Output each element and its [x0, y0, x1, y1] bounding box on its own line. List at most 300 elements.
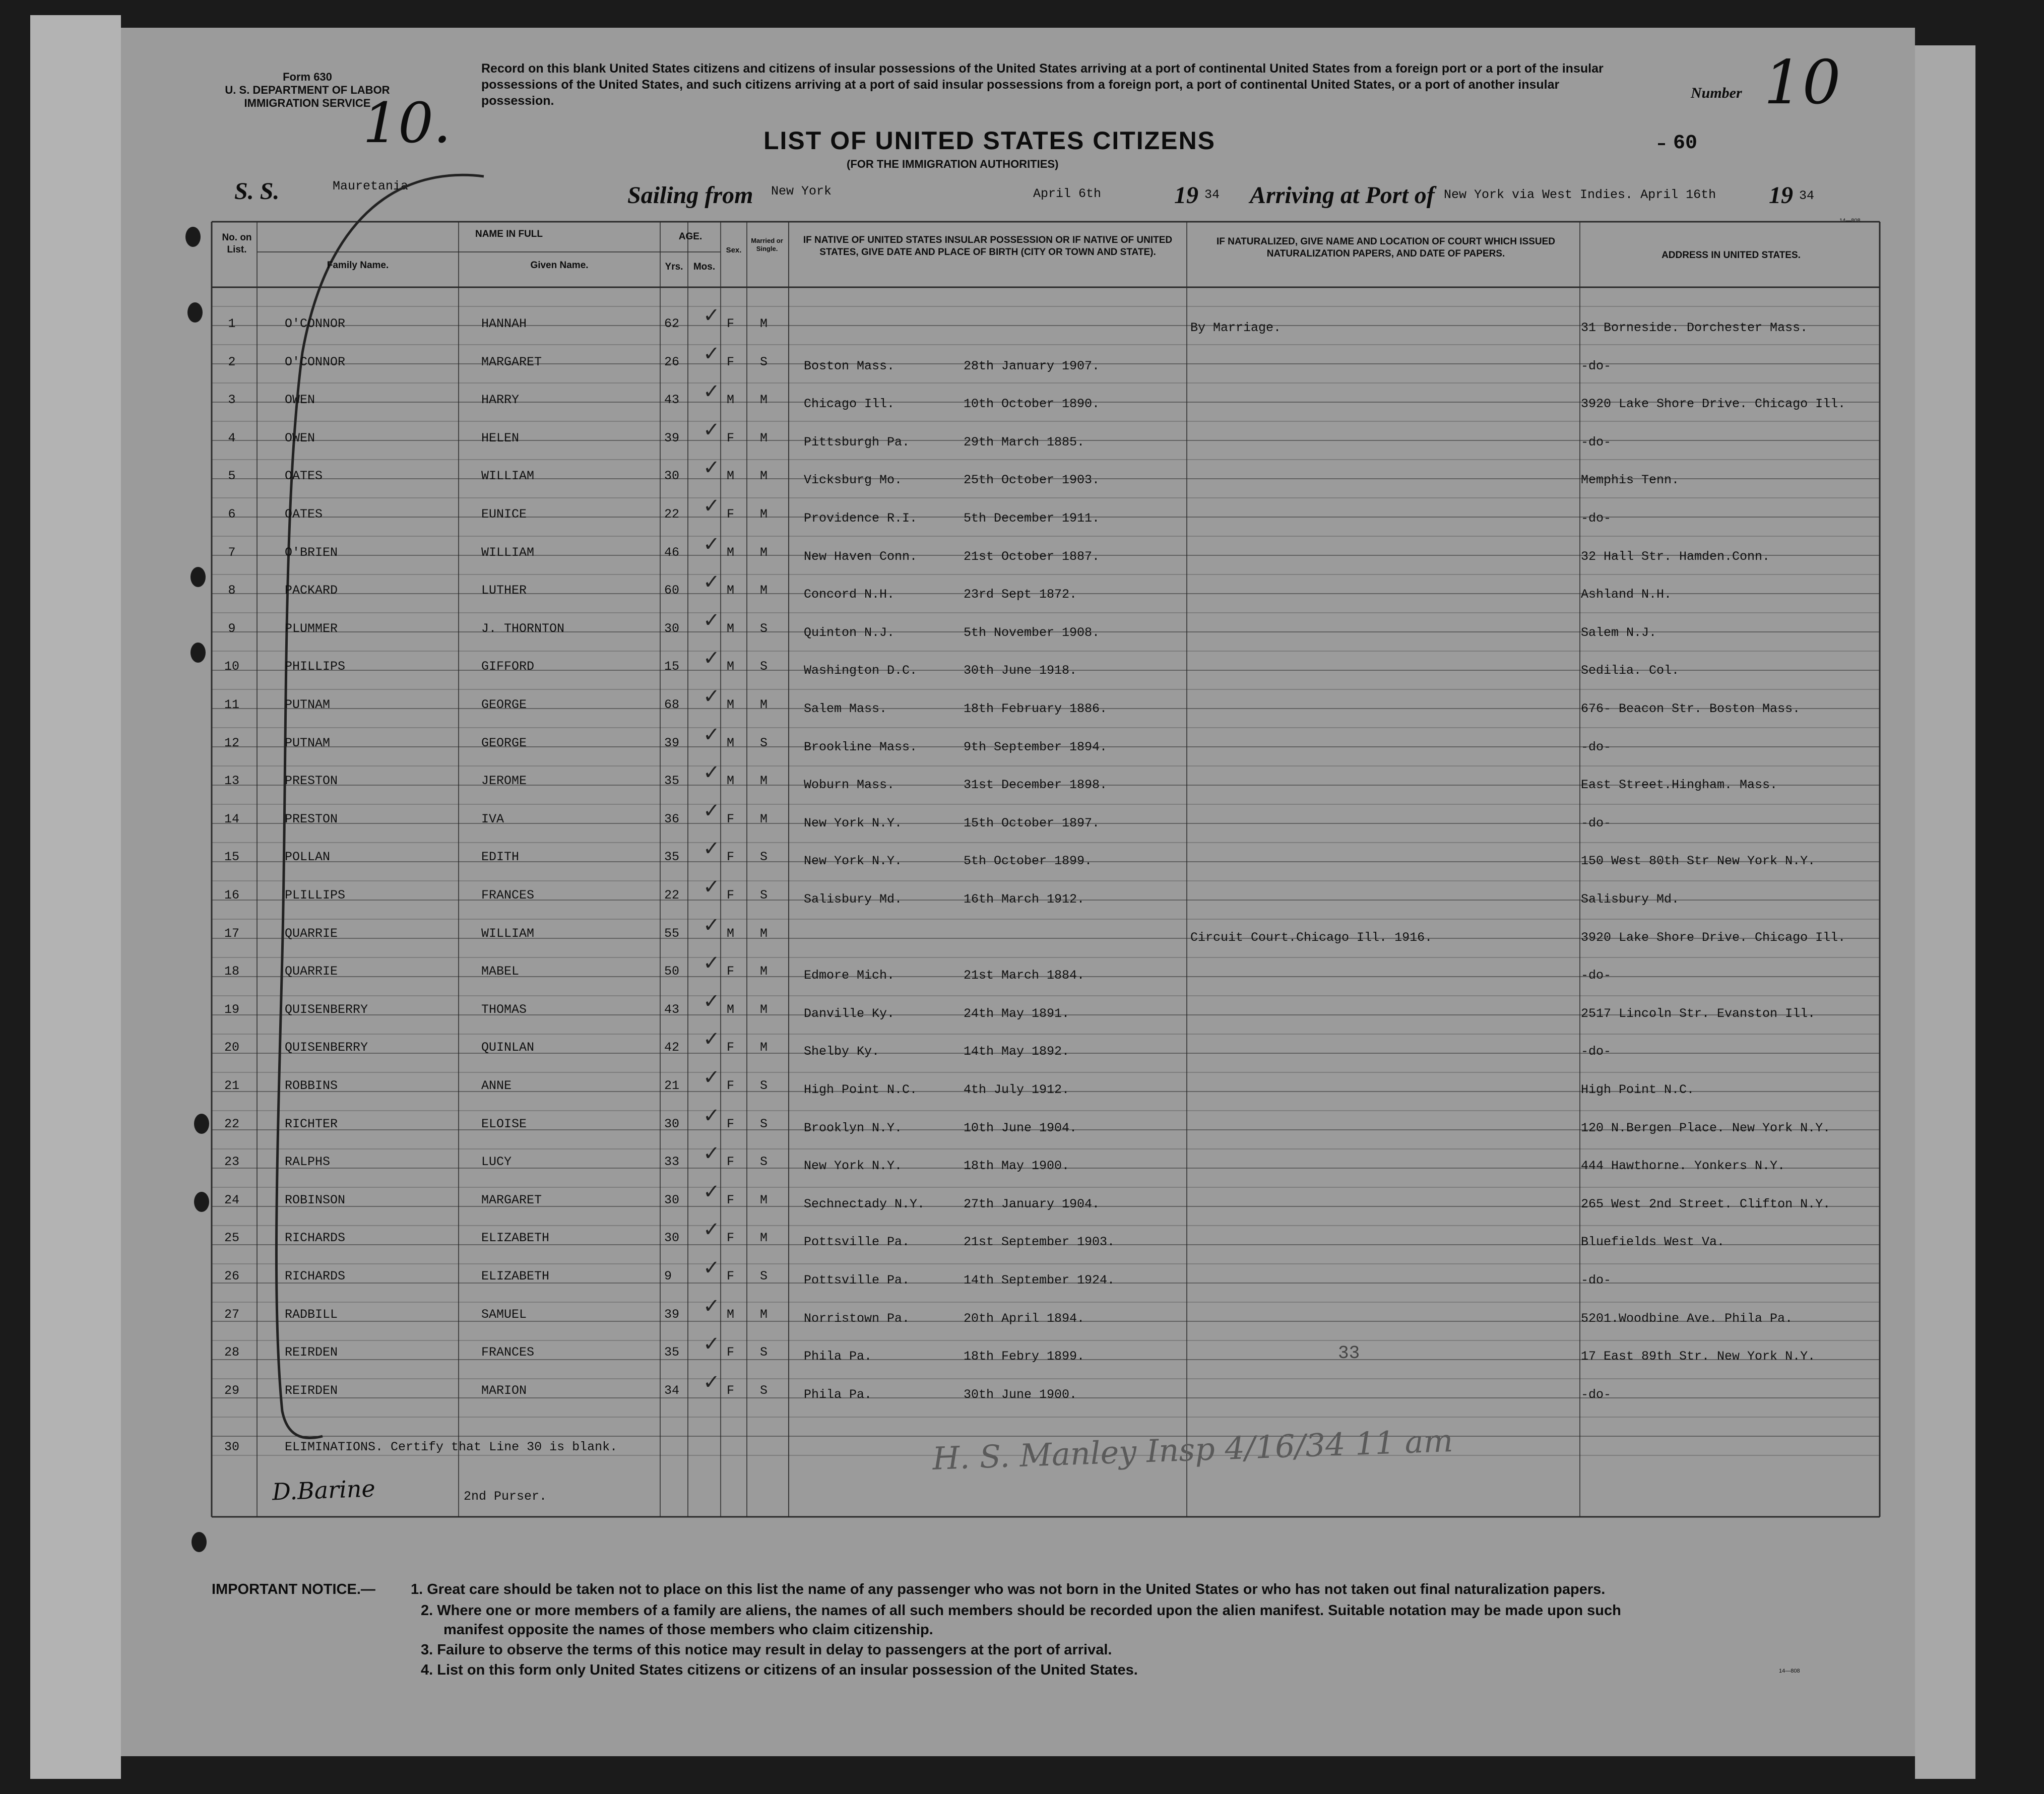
address: -do- [1581, 968, 1612, 983]
row-number: 23 [224, 1155, 239, 1170]
family-name: O'CONNOR [285, 316, 346, 331]
line30-number: 30 [224, 1440, 239, 1454]
family-name: QUISENBERRY [285, 1040, 368, 1055]
number-label: Number [1691, 85, 1742, 101]
check-mark: ✓ [703, 1332, 720, 1356]
marital-status: S [760, 659, 768, 674]
sex: F [727, 811, 735, 826]
arrival-port: New York via West Indies. April 16th [1444, 187, 1716, 202]
birth-place: Brooklyn N.Y. [804, 1120, 903, 1135]
row-number: 6 [228, 507, 236, 522]
marital-status: S [760, 621, 768, 636]
birth-place: Chicago Ill. [804, 397, 895, 412]
age-years: 43 [664, 393, 680, 408]
row-number: 24 [224, 1192, 239, 1207]
birth-date: 28th January 1907. [964, 358, 1100, 373]
check-mark: ✓ [703, 532, 720, 556]
given-name: JEROME [481, 774, 527, 789]
birth-place: Edmore Mich. [804, 968, 895, 983]
sex: M [727, 926, 735, 941]
age-years: 50 [664, 964, 680, 979]
age-years: 60 [664, 583, 680, 598]
age-years: 30 [664, 1192, 680, 1207]
given-name: ANNE [481, 1078, 512, 1093]
marital-status: S [760, 850, 768, 865]
eliminations-text: ELIMINATIONS. Certify that Line 30 is blank. [285, 1440, 618, 1454]
row-number: 3 [228, 393, 236, 408]
marital-status: M [760, 430, 768, 445]
birth-place: Pittsburgh Pa. [804, 434, 910, 450]
given-name: WILLIAM [481, 926, 535, 941]
birth-place: Concord N.H. [804, 587, 895, 602]
age-years: 22 [664, 888, 680, 903]
given-name: MARION [481, 1383, 527, 1398]
birth-date: 5th October 1899. [964, 854, 1093, 869]
birth-date: 10th June 1904. [964, 1120, 1077, 1135]
check-mark: ✓ [703, 913, 720, 937]
notice-item-4: 4. List on this form only United States citizens or citizens of an insular possession of the United States. [421, 1662, 1138, 1678]
age-years: 62 [664, 316, 680, 331]
family-name: PRESTON [285, 774, 338, 789]
given-name: ELIZABETH [481, 1231, 550, 1246]
birth-date: 31st December 1898. [964, 778, 1108, 793]
check-mark: ✓ [703, 647, 720, 670]
age-years: 46 [664, 545, 680, 560]
age-years: 30 [664, 621, 680, 636]
row-number: 2 [228, 354, 236, 369]
print-code-bottom: 14—808 [1779, 1668, 1800, 1674]
sex: F [727, 1345, 735, 1360]
naturalization: By Marriage. [1190, 321, 1282, 335]
address: 32 Hall Str. Hamden.Conn. [1581, 549, 1770, 564]
sex: M [727, 393, 735, 408]
sex: F [727, 888, 735, 903]
notice-item-2-cont: manifest opposite the names of those members who claim citizenship. [443, 1622, 933, 1638]
header-yrs: Yrs. [665, 262, 683, 272]
marital-status: M [760, 1002, 768, 1017]
sailing-from: New York [771, 184, 832, 199]
age-years: 15 [664, 659, 680, 674]
header-married-single: Married or Single. [751, 237, 783, 252]
birth-date: 10th October 1890. [964, 397, 1100, 412]
row-number: 18 [224, 964, 239, 979]
purser-signature: D.Barine [272, 1475, 376, 1506]
birth-date: 27th January 1904. [964, 1196, 1100, 1211]
birth-place: Boston Mass. [804, 358, 895, 373]
check-mark: ✓ [703, 570, 720, 594]
row-number: 19 [224, 1002, 239, 1017]
check-mark: ✓ [703, 875, 720, 899]
sail-date: April 6th [1033, 186, 1102, 201]
sex: M [727, 469, 735, 484]
family-name: PACKARD [285, 583, 338, 598]
given-name: EUNICE [481, 507, 527, 522]
given-name: J. THORNTON [481, 621, 565, 636]
row-number: 29 [224, 1383, 239, 1398]
given-name: FRANCES [481, 1345, 535, 1360]
birth-date: 14th May 1892. [964, 1044, 1070, 1059]
row-number: 12 [224, 735, 239, 750]
department: U. S. DEPARTMENT OF LABOR [225, 84, 390, 96]
notice-item-3: 3. Failure to observe the terms of this notice may result in delay to passengers at the port of arrival. [421, 1642, 1112, 1658]
birth-date: 24th May 1891. [964, 1006, 1070, 1021]
page-title: LIST OF UNITED STATES CITIZENS [763, 126, 1216, 155]
age-years: 39 [664, 1307, 680, 1322]
marital-status: M [760, 469, 768, 484]
family-name: PLUMMER [285, 621, 338, 636]
birth-date: 21st March 1884. [964, 968, 1085, 983]
birth-place: Washington D.C. [804, 663, 918, 678]
check-mark: ✓ [703, 608, 720, 632]
print-code: 14—808 [1839, 218, 1861, 224]
birth-date: 23rd Sept 1872. [964, 587, 1077, 602]
marital-status: M [760, 926, 768, 941]
age-years: 34 [664, 1383, 680, 1398]
marital-status: S [760, 1116, 768, 1131]
birth-date: 21st September 1903. [964, 1235, 1115, 1250]
notice-heading: IMPORTANT NOTICE.— [212, 1581, 375, 1597]
margin-number: 33 [1338, 1343, 1360, 1364]
family-name: OATES [285, 507, 323, 522]
marital-status: M [760, 393, 768, 408]
family-name: PUTNAM [285, 735, 331, 750]
birth-date: 29th March 1885. [964, 434, 1085, 450]
birth-place: Phila Pa. [804, 1349, 872, 1364]
check-mark: ✓ [703, 342, 720, 365]
birth-date: 30th June 1918. [964, 663, 1077, 678]
birth-date: 9th September 1894. [964, 739, 1108, 754]
sex: M [727, 1307, 735, 1322]
marital-status: S [760, 1078, 768, 1093]
arriving-label: Arriving at Port of [1250, 182, 1435, 209]
sex: F [727, 354, 735, 369]
marital-status: M [760, 583, 768, 598]
marital-status: M [760, 774, 768, 789]
sex: M [727, 659, 735, 674]
age-years: 36 [664, 811, 680, 826]
given-name: SAMUEL [481, 1307, 527, 1322]
check-mark: ✓ [703, 380, 720, 404]
birth-date: 18th May 1900. [964, 1159, 1070, 1174]
marital-status: M [760, 1040, 768, 1055]
row-number: 7 [228, 545, 236, 560]
check-mark: ✓ [703, 1142, 720, 1166]
row-number: 16 [224, 888, 239, 903]
address: Ashland N.H. [1581, 587, 1672, 602]
check-mark: ✓ [703, 799, 720, 822]
given-name: LUTHER [481, 583, 527, 598]
row-number: 8 [228, 583, 236, 598]
header-given-name: Given Name. [530, 260, 589, 271]
given-name: HANNAH [481, 316, 527, 331]
marital-status: M [760, 697, 768, 712]
row-number: 14 [224, 811, 239, 826]
sailing-label: Sailing from [627, 182, 753, 209]
address: 3920 Lake Shore Drive. Chicago Ill. [1581, 930, 1846, 945]
birth-place: New York N.Y. [804, 1159, 903, 1174]
marital-status: M [760, 316, 768, 331]
family-name: POLLAN [285, 850, 331, 865]
address: Salem N.J. [1581, 625, 1657, 640]
age-years: 30 [664, 1116, 680, 1131]
marital-status: M [760, 545, 768, 560]
given-name: WILLIAM [481, 545, 535, 560]
marital-status: S [760, 888, 768, 903]
row-number: 13 [224, 774, 239, 789]
family-name: O'BRIEN [285, 545, 338, 560]
form-instruction: Record on this blank United States citizens and citizens of insular possessions of the United States arriving at a port of continental United States from a foreign port or a port of the insular possessions of the United States, and such citizens arriving at a port of said insular possessions from a foreign port, a port of continental United States, or a port of another insular possession. [481, 61, 1604, 108]
sex: M [727, 735, 735, 750]
row-number: 10 [224, 659, 239, 674]
given-name: ELOISE [481, 1116, 527, 1131]
family-name: RICHTER [285, 1116, 338, 1131]
birth-date: 5th November 1908. [964, 625, 1100, 640]
age-years: 68 [664, 697, 680, 712]
birth-place: Providence R.I. [804, 511, 918, 526]
birth-place: New Haven Conn. [804, 549, 918, 564]
age-years: 35 [664, 774, 680, 789]
birth-date: 16th March 1912. [964, 892, 1085, 907]
address: Memphis Tenn. [1581, 473, 1680, 488]
row-number: 4 [228, 430, 236, 445]
check-mark: ✓ [703, 456, 720, 480]
sex: F [727, 1078, 735, 1093]
marital-status: S [760, 1269, 768, 1284]
family-name: RADBILL [285, 1307, 338, 1322]
row-number: 1 [228, 316, 236, 331]
address: -do- [1581, 1387, 1612, 1402]
address: 2517 Lincoln Str. Evanston Ill. [1581, 1006, 1816, 1021]
address: -do- [1581, 358, 1612, 373]
birth-place: Salisbury Md. [804, 892, 903, 907]
family-name: QUARRIE [285, 926, 338, 941]
arrival-year: 34 [1799, 188, 1815, 203]
check-mark: ✓ [703, 1256, 720, 1279]
header-birth: IF NATIVE OF UNITED STATES INSULAR POSSESSION OR IF NATIVE OF UNITED STATES, GIVE DATE AND PLACE OF BIRTH (CITY OR TOWN AND STATE). [803, 235, 1173, 258]
address: -do- [1581, 434, 1612, 450]
birth-place: Woburn Mass. [804, 778, 895, 793]
notice-item-2: 2. Where one or more members of a family are aliens, the names of all such members should be recorded upon the alien manifest. Suitable notation may be made upon such [421, 1603, 1621, 1619]
row-number: 28 [224, 1345, 239, 1360]
birth-place: Shelby Ky. [804, 1044, 880, 1059]
sex: F [727, 1192, 735, 1207]
given-name: ELIZABETH [481, 1269, 550, 1284]
row-number: 22 [224, 1116, 239, 1131]
marital-status: M [760, 811, 768, 826]
age-years: 39 [664, 430, 680, 445]
inspector-signature: H. S. Manley Insp 4/16/34 11 am [932, 1422, 1454, 1478]
sex: F [727, 1231, 735, 1246]
given-name: MABEL [481, 964, 520, 979]
birth-date: 14th September 1924. [964, 1273, 1115, 1288]
family-name: PRESTON [285, 811, 338, 826]
sheet-number: 60 [1673, 132, 1698, 155]
check-mark: ✓ [703, 685, 720, 708]
given-name: MARGARET [481, 354, 542, 369]
family-name: RICHARDS [285, 1269, 346, 1284]
address: -do- [1581, 739, 1612, 754]
age-years: 42 [664, 1040, 680, 1055]
check-mark: ✓ [703, 1370, 720, 1394]
sex: F [727, 1116, 735, 1131]
address: Salisbury Md. [1581, 892, 1680, 907]
given-name: GIFFORD [481, 659, 535, 674]
address: 3920 Lake Shore Drive. Chicago Ill. [1581, 397, 1846, 412]
age-years: 22 [664, 507, 680, 522]
given-name: GEORGE [481, 697, 527, 712]
family-name: REIRDEN [285, 1383, 338, 1398]
birth-place: Pottsville Pa. [804, 1235, 910, 1250]
header-sex: Sex. [726, 246, 742, 254]
family-name: RALPHS [285, 1155, 331, 1170]
address: East Street.Hingham. Mass. [1581, 778, 1778, 793]
birth-date: 20th April 1894. [964, 1311, 1085, 1326]
birth-place: Quinton N.J. [804, 625, 895, 640]
birth-date: 18th Febry 1899. [964, 1349, 1085, 1364]
given-name: EDITH [481, 850, 520, 865]
address: 17 East 89th Str. New York N.Y. [1581, 1349, 1816, 1364]
age-years: 35 [664, 850, 680, 865]
row-number: 26 [224, 1269, 239, 1284]
form-number: Form 630 [283, 71, 332, 83]
marital-status: M [760, 1231, 768, 1246]
age-years: 43 [664, 1002, 680, 1017]
address: 31 Borneside. Dorchester Mass. [1581, 321, 1808, 335]
family-name: PLILLIPS [285, 888, 346, 903]
check-mark: ✓ [703, 1180, 720, 1203]
birth-date: 25th October 1903. [964, 473, 1100, 488]
family-name: RICHARDS [285, 1231, 346, 1246]
marital-status: S [760, 354, 768, 369]
address: 120 N.Bergen Place. New York N.Y. [1581, 1120, 1831, 1135]
check-mark: ✓ [703, 418, 720, 441]
given-name: LUCY [481, 1155, 512, 1170]
age-years: 35 [664, 1345, 680, 1360]
family-name: ROBINSON [285, 1192, 346, 1207]
check-mark: ✓ [703, 951, 720, 975]
check-mark: ✓ [703, 989, 720, 1013]
year-prefix-2: 19 [1769, 182, 1793, 209]
given-name: FRANCES [481, 888, 535, 903]
sex: M [727, 621, 735, 636]
birth-place: New York N.Y. [804, 854, 903, 869]
sex: F [727, 507, 735, 522]
sail-year: 34 [1204, 187, 1220, 202]
check-mark: ✓ [703, 723, 720, 746]
birth-date: 21st October 1887. [964, 549, 1100, 564]
check-mark: ✓ [703, 761, 720, 785]
family-name: OWEN [285, 393, 315, 408]
address: Bluefields West Va. [1581, 1235, 1725, 1250]
sex: F [727, 1269, 735, 1284]
sex: F [727, 850, 735, 865]
birth-place: Danville Ky. [804, 1006, 895, 1021]
check-mark: ✓ [703, 1066, 720, 1089]
check-mark: ✓ [703, 1218, 720, 1242]
address: 444 Hawthorne. Yonkers N.Y. [1581, 1159, 1785, 1174]
header-mos: Mos. [693, 262, 716, 272]
check-mark: ✓ [703, 1104, 720, 1127]
birth-place: Vicksburg Mo. [804, 473, 903, 488]
row-number: 15 [224, 850, 239, 865]
sex: M [727, 1002, 735, 1017]
row-number: 25 [224, 1231, 239, 1246]
marital-status: S [760, 1345, 768, 1360]
header-address: ADDRESS IN UNITED STATES. [1662, 250, 1801, 261]
address: 676- Beacon Str. Boston Mass. [1581, 701, 1801, 716]
family-name: OATES [285, 469, 323, 484]
birth-place: High Point N.C. [804, 1082, 918, 1097]
address: -do- [1581, 1044, 1612, 1059]
birth-place: Norristown Pa. [804, 1311, 910, 1326]
family-name: PHILLIPS [285, 659, 346, 674]
birth-date: 15th October 1897. [964, 815, 1100, 830]
ss-label: S. S. [234, 178, 280, 205]
header-name-in-full: NAME IN FULL [475, 229, 543, 239]
check-mark: ✓ [703, 494, 720, 518]
sex: M [727, 697, 735, 712]
age-years: 33 [664, 1155, 680, 1170]
header-age: AGE. [678, 231, 702, 242]
marital-status: S [760, 735, 768, 750]
header-naturalized: IF NATURALIZED, GIVE NAME AND LOCATION OF COURT WHICH ISSUED NATURALIZATION PAPERS, AND DATE OF PAPERS. [1216, 236, 1555, 259]
row-number: 5 [228, 469, 236, 484]
given-name: MARGARET [481, 1192, 542, 1207]
row-number: 21 [224, 1078, 239, 1093]
marital-status: M [760, 1307, 768, 1322]
page-subtitle: (FOR THE IMMIGRATION AUTHORITIES) [847, 158, 1059, 170]
check-mark: ✓ [703, 1294, 720, 1318]
birth-place: Brookline Mass. [804, 739, 918, 754]
family-name: REIRDEN [285, 1345, 338, 1360]
year-prefix: 19 [1174, 182, 1198, 209]
header-family-name: Family Name. [327, 260, 389, 271]
row-number: 9 [228, 621, 236, 636]
sex: F [727, 1040, 735, 1055]
notice-item-1: 1. Great care should be taken not to place on this list the name of any passenger who was not born in the United States or who has not taken out final naturalization papers. [411, 1581, 1606, 1597]
birth-place: Sechnectady N.Y. [804, 1196, 925, 1211]
marital-status: S [760, 1383, 768, 1398]
age-years: 30 [664, 1231, 680, 1246]
row-number: 20 [224, 1040, 239, 1055]
family-name: OWEN [285, 430, 315, 445]
birth-date: 18th February 1886. [964, 701, 1108, 716]
header-no: No. on List. [222, 232, 252, 255]
sex: M [727, 545, 735, 560]
purser-title: 2nd Purser. [464, 1489, 547, 1504]
age-years: 21 [664, 1078, 680, 1093]
address: 150 West 80th Str New York N.Y. [1581, 854, 1816, 869]
birth-place: Pottsville Pa. [804, 1273, 910, 1288]
row-number: 17 [224, 926, 239, 941]
given-name: THOMAS [481, 1002, 527, 1017]
family-name: ROBBINS [285, 1078, 338, 1093]
sex: F [727, 430, 735, 445]
birth-place: New York N.Y. [804, 815, 903, 830]
birth-date: 30th June 1900. [964, 1387, 1077, 1402]
given-name: WILLIAM [481, 469, 535, 484]
ship-name: Mauretania [333, 179, 409, 194]
birth-date: 5th December 1911. [964, 511, 1100, 526]
address: Sedilia. Col. [1581, 663, 1680, 678]
age-years: 30 [664, 469, 680, 484]
marital-status: M [760, 964, 768, 979]
sex: M [727, 583, 735, 598]
check-mark: ✓ [703, 837, 720, 861]
birth-place: Phila Pa. [804, 1387, 872, 1402]
sex: F [727, 1155, 735, 1170]
family-name: PUTNAM [285, 697, 331, 712]
